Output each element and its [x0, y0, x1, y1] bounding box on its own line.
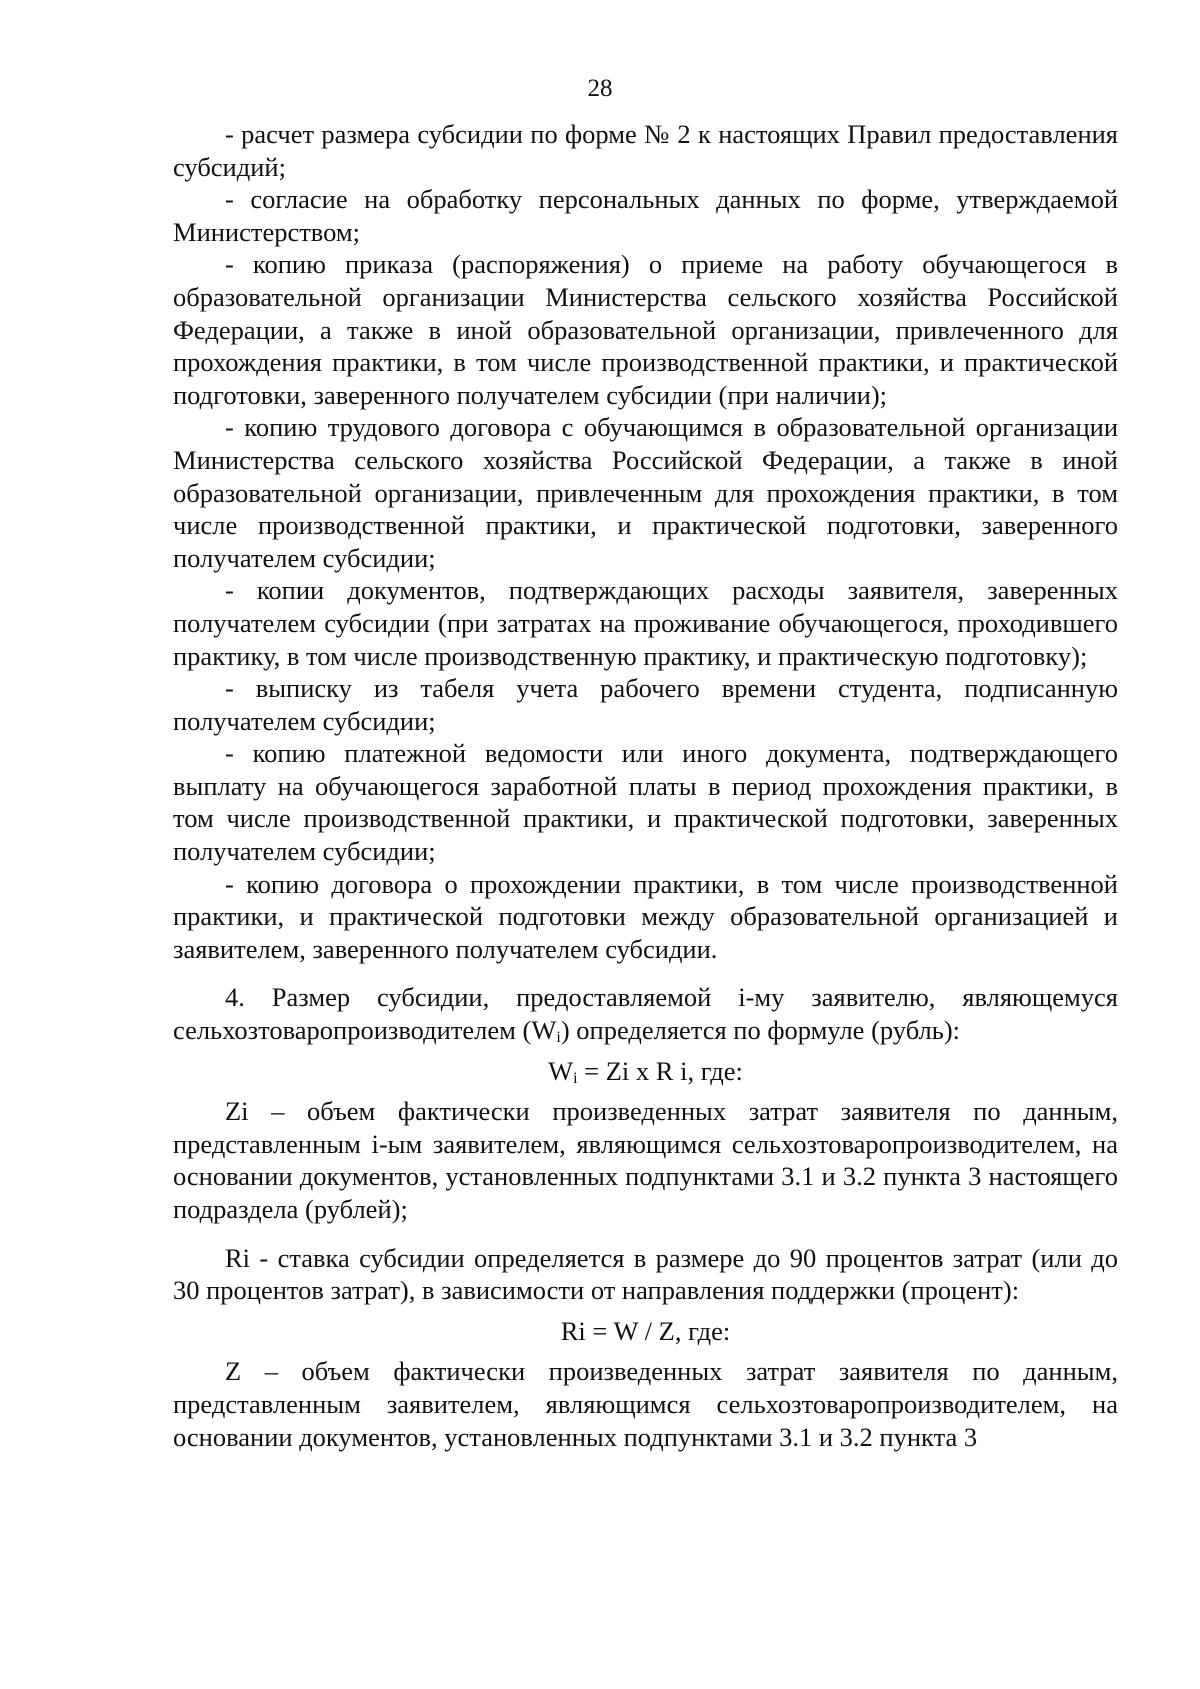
- list-item-payroll: - копию платежной ведомости или иного документа, подтверждающего выплату на обучающегося заработной платы в период прохождения практики, в том числе производственной практики, и практической подготовки, заверенных получателем субсидии;: [173, 738, 1118, 867]
- formula-wi: $W_i = Zi$ x R i, где:: [548, 1055, 743, 1087]
- list-item-practice-contract: - копию договора о прохождении практики, в том числе производственной практики, и практической подготовки между образовательной организацией и заявителем, заверенного получателем субсидии.: [173, 868, 1118, 964]
- list-item-expense-docs: - копии документов, подтверждающих расходы заявителя, заверенных получателем субсидии (при затратах на проживание обучающегося, проходившего практику, в том числе производственную практику, и практическую подготовку);: [173, 575, 1118, 671]
- list-item-order-copy: - копию приказа (распоряжения) о приеме на работу обучающегося в образовательной организации Министерства сельского хозяйства Российской Федерации, а также в иной образовательной организации, привлеченного для прохождения практики, в том числе производственной практики, и практической подготовки, заверенного получателем субсидии (при наличии);: [173, 249, 1118, 410]
- list-item-timesheet: - выписку из табеля учета рабочего времени студента, подписанную получателем субсидии;: [173, 673, 1118, 736]
- list-item-consent: - согласие на обработку персональных данных по форме, утверждаемой Министерством;: [173, 184, 1118, 247]
- definition-z: Z – объем фактически произведенных затрат заявителя по данным, представленным заявителем, являющимся сельхозтоваропроизводителем, на основании документов, установленных подпунктами 3.1 и 3.2 пункта 3: [173, 1356, 1118, 1452]
- list-item-labor-contract: - копию трудового договора с обучающимся в образовательной организации Министерства сельского хозяйства Российской Федерации, а также в иной образовательной организации, привлеченным для прохождения практики, в том числе производственной практики, и практической подготовки, заверенного получателем субсидии;: [173, 412, 1118, 573]
- page-number: 28: [587, 75, 613, 102]
- document-body: [173, 118, 1118, 1453]
- section-4-intro: 4. Размер субсидии, предоставляемой i-му заявителю, являющемуся сельхозтоваропроизводителем $(W_i)$ определяется по формуле (рубль):: [173, 982, 1118, 1047]
- formula-ri: Ri = W / Z, где:: [560, 1315, 731, 1346]
- definition-ri: Ri - ставка субсидии определяется в размере до 90 процентов затрат (или до 30 процентов затрат), в зависимости от направления поддержки (процент):: [173, 1242, 1118, 1306]
- list-item-calculation: - расчет размера субсидии по форме № 2 к настоящих Правил предоставления субсидий;: [173, 119, 1118, 182]
- definition-zi: Zi – объем фактически произведенных затрат заявителя по данным, представленным i-ым заявителем, являющимся сельхозтоваропроизводителем, на основании документов, установленных подпунктами 3.1 и 3.2 пункта 3 настоящего подраздела (рублей);: [173, 1096, 1118, 1224]
